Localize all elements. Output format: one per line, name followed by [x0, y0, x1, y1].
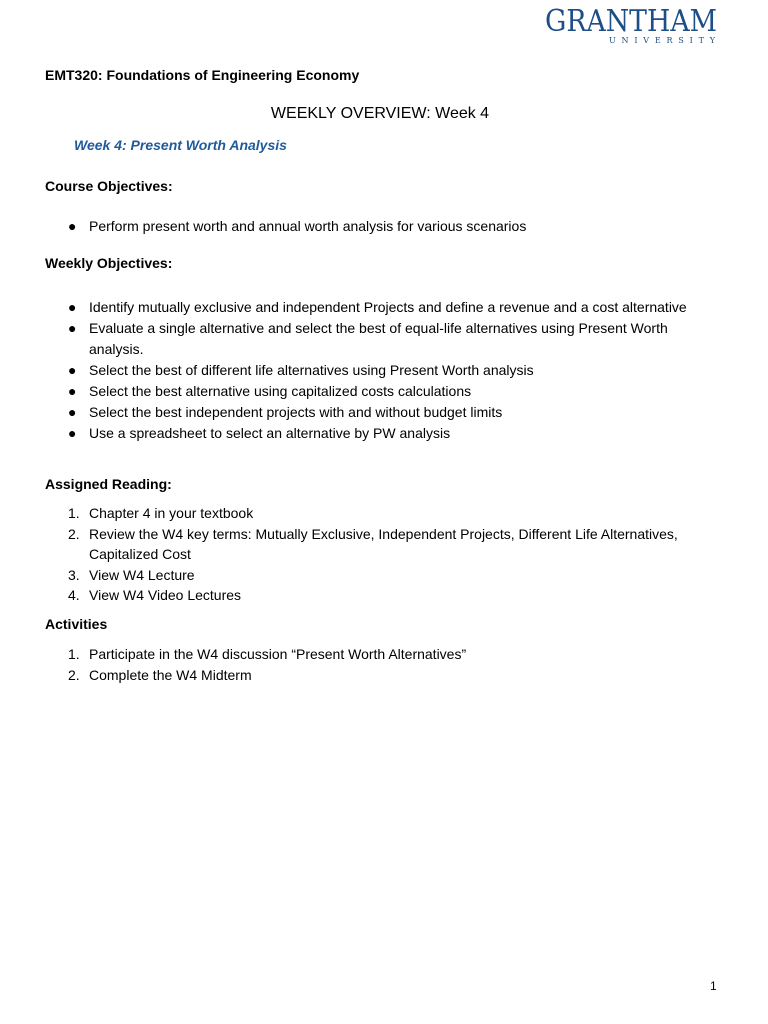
assigned-reading-list: [0, 503, 720, 606]
list-number: 1.: [68, 646, 80, 662]
weekly-objectives-list: [0, 297, 720, 444]
list-item: ● Select the best of different life alternatives using Present Worth analysis: [0, 360, 720, 381]
list-item: 3. View W4 Lecture: [0, 565, 720, 586]
list-item: ● Select the best alternative using capitalized costs calculations: [0, 381, 720, 402]
list-item: 1. Participate in the W4 discussion “Present Worth Alternatives”: [0, 644, 720, 665]
list-item: 2. Review the W4 key terms: Mutually Exclusive, Independent Projects, Different Life Alternatives, Capitalized Cost: [68, 525, 678, 562]
logo-name: GRANTHAM: [545, 4, 717, 39]
bullet-icon: ●: [68, 299, 77, 315]
list-item: ● Identify mutually exclusive and independent Projects and define a revenue and a cost alternative: [0, 297, 720, 318]
list-item: ● Select the best independent projects with and without budget limits: [0, 402, 720, 423]
list-number: 2.: [68, 525, 80, 542]
bullet-icon: ●: [68, 383, 77, 399]
list-number: 3.: [68, 566, 80, 583]
course-objectives-list: [0, 216, 720, 237]
grantham-university-logo: [545, 4, 717, 46]
bullet-icon: ●: [68, 425, 77, 441]
course-objectives-heading: Course Objectives:: [45, 178, 173, 194]
overview-title: WEEKLY OVERVIEW: Week 4: [270, 105, 490, 122]
list-item: ● Perform present worth and annual worth analysis for various scenarios: [0, 216, 720, 237]
bullet-icon: ●: [68, 362, 77, 378]
list-number: 1.: [68, 505, 80, 521]
list-item: 4. View W4 Video Lectures: [0, 585, 720, 606]
bullet-icon: ●: [68, 404, 77, 420]
weekly-objectives-heading: Weekly Objectives:: [45, 255, 173, 271]
list-item: ● Use a spreadsheet to select an alternative by PW analysis: [0, 423, 720, 444]
list-item: 2. Complete the W4 Midterm: [0, 665, 720, 686]
bullet-icon: ●: [68, 320, 77, 336]
bullet-icon: ●: [68, 218, 77, 234]
list-number: 4.: [68, 587, 80, 603]
list-item: 1. Chapter 4 in your textbook: [0, 503, 720, 524]
list-number: 2.: [68, 666, 80, 683]
course-title: EMT320: Foundations of Engineering Economy: [45, 67, 360, 83]
activities-heading: Activities: [45, 616, 108, 632]
logo-sub: UNIVERSITY: [609, 36, 715, 45]
week-subtitle: Week 4: Present Worth Analysis: [74, 137, 287, 153]
activities-list: [0, 644, 720, 685]
assigned-reading-heading: Assigned Reading:: [45, 476, 172, 492]
list-item: ● Evaluate a single alternative and select the best of equal-life alternatives using Present Worth analysis.: [68, 320, 668, 357]
page-number: 1: [710, 979, 717, 993]
